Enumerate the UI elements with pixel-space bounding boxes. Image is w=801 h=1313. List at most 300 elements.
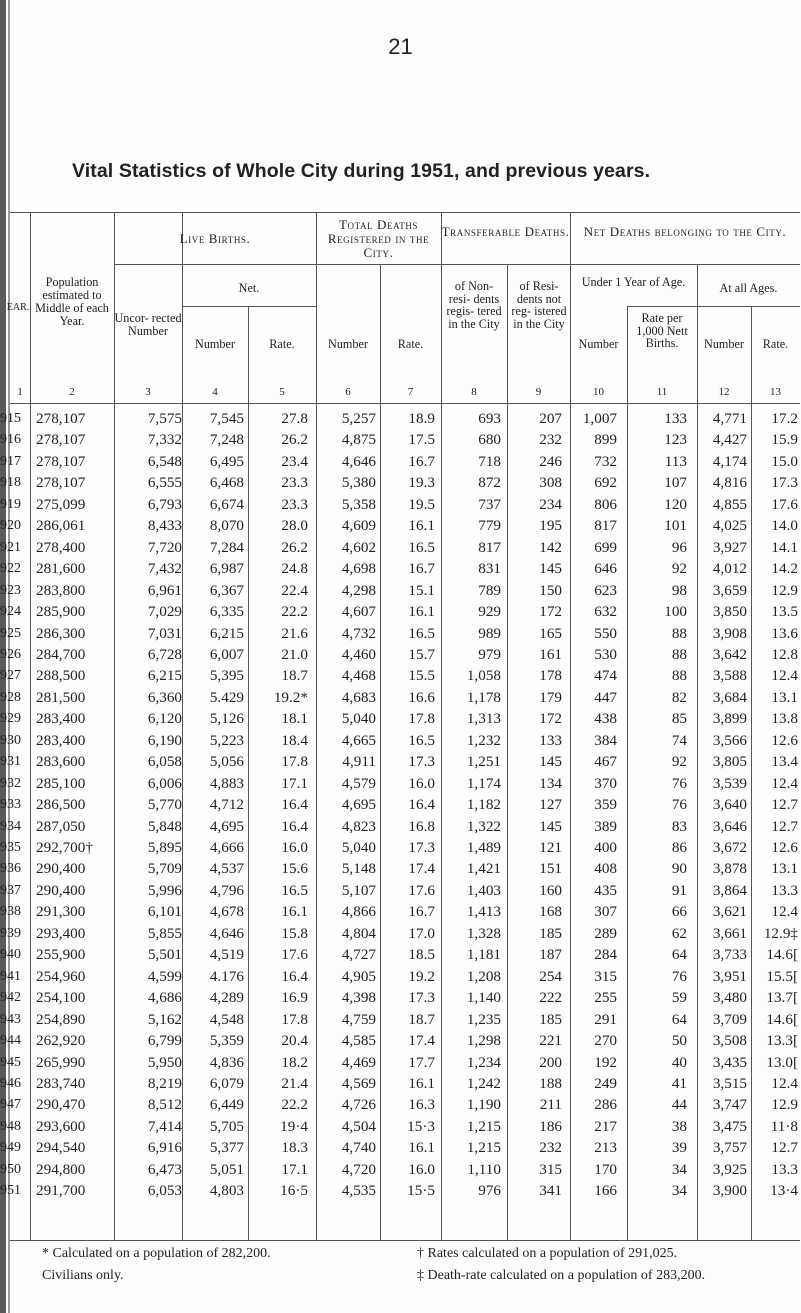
cell-net-births: 5,359 — [209, 1032, 244, 1050]
cell-infant-deaths: 550 — [594, 624, 617, 642]
cell-uncorrected-births: 5,770 — [147, 796, 182, 814]
header-residents: of Resi- dents not reg- istered in the City — [511, 279, 567, 331]
cell-infant-deaths: 255 — [594, 989, 617, 1007]
cell-year: 932 — [0, 775, 21, 791]
cell-year: 926 — [0, 646, 21, 662]
cell-non-resident-deaths: 1,313 — [466, 710, 501, 728]
cell-net-deaths: 4,816 — [712, 474, 747, 492]
cell-net-births: 7,248 — [209, 431, 244, 449]
cell-infant-mortality-rate: 50 — [671, 1032, 687, 1050]
cell-infant-deaths: 289 — [594, 924, 617, 942]
cell-year: 935 — [0, 840, 21, 855]
cell-resident-deaths: 185 — [539, 924, 562, 942]
cell-net-births: 5,705 — [209, 1117, 244, 1135]
cell-total-deaths: 4,602 — [341, 538, 376, 556]
cell-population: 278,107 — [36, 452, 86, 470]
cell-death-rate: 18.5 — [408, 946, 435, 964]
cell-birth-rate: 23.4 — [281, 452, 308, 470]
cell-resident-deaths: 234 — [539, 495, 562, 513]
cell-population: 294,800 — [36, 1160, 86, 1178]
header-all-rate: Rate. — [762, 337, 789, 351]
cell-infant-deaths: 806 — [594, 495, 617, 513]
cell-year: 915 — [0, 411, 21, 426]
cell-infant-mortality-rate: 40 — [671, 1053, 687, 1071]
cell-total-deaths: 4,579 — [341, 774, 376, 792]
cell-birth-rate: 26.2 — [281, 431, 308, 449]
cell-death-rate: 17.7 — [408, 1053, 435, 1071]
cell-resident-deaths: 127 — [539, 796, 562, 814]
cell-uncorrected-births: 7,029 — [147, 603, 182, 621]
cell-net-death-rate: 12.7 — [771, 817, 798, 835]
cell-infant-mortality-rate: 66 — [671, 903, 687, 921]
cell-total-deaths: 4,683 — [341, 688, 376, 706]
cell-net-death-rate: 17.6 — [771, 495, 798, 513]
cell-net-death-rate: 11·8 — [770, 1117, 798, 1135]
cell-resident-deaths: 207 — [539, 410, 562, 427]
cell-population: 285,100 — [36, 774, 86, 792]
cell-net-death-rate: 13.6 — [771, 624, 798, 642]
cell-total-deaths: 4,732 — [341, 624, 376, 642]
cell-uncorrected-births: 5,895 — [147, 839, 182, 856]
cell-net-births: 4,537 — [209, 860, 244, 878]
cell-death-rate: 16.1 — [408, 1139, 435, 1157]
cell-infant-deaths: 315 — [594, 967, 617, 985]
cell-uncorrected-births: 5,950 — [147, 1053, 182, 1071]
cell-net-death-rate: 15.0 — [771, 452, 798, 470]
table-top-rule — [10, 212, 800, 213]
cell-total-deaths: 4,905 — [341, 967, 376, 985]
header-transferable-deaths: Transferable Deaths. — [441, 224, 570, 239]
cell-infant-deaths: 166 — [594, 1182, 617, 1200]
cell-total-deaths: 4,740 — [341, 1139, 376, 1157]
header-uncorrected-number: Uncor- rected Number — [114, 311, 182, 338]
footnote-civilians: Civilians only. — [42, 1268, 124, 1283]
cell-net-deaths: 4,771 — [712, 410, 747, 427]
cell-total-deaths: 4,875 — [341, 431, 376, 449]
cell-death-rate: 17.6 — [408, 881, 435, 899]
cell-death-rate: 17.0 — [408, 924, 435, 942]
cell-net-death-rate: 13.8 — [771, 710, 798, 728]
header-infant-number: Number — [578, 337, 619, 351]
cell-resident-deaths: 172 — [539, 710, 562, 728]
cell-non-resident-deaths: 1,328 — [466, 924, 501, 942]
cell-resident-deaths: 232 — [539, 1139, 562, 1157]
cell-net-death-rate: 12.7 — [771, 1139, 798, 1157]
cell-resident-deaths: 179 — [539, 688, 562, 706]
cell-population: 283,400 — [36, 710, 86, 728]
cell-net-death-rate: 12.4 — [771, 903, 798, 921]
cell-non-resident-deaths: 976 — [478, 1182, 501, 1200]
column-number-7: 7 — [407, 386, 414, 398]
cell-birth-rate: 24.8 — [281, 560, 308, 578]
cell-infant-mortality-rate: 91 — [671, 881, 687, 899]
column-number-2: 2 — [69, 386, 75, 398]
vital-statistics-table — [0, 212, 800, 1242]
cell-infant-mortality-rate: 74 — [671, 731, 687, 749]
cell-net-deaths: 4,012 — [712, 560, 747, 578]
footnote-star: * Calculated on a population of 282,200. — [42, 1246, 271, 1261]
cell-uncorrected-births: 6,053 — [147, 1182, 182, 1200]
cell-total-deaths: 4,759 — [341, 1010, 376, 1028]
cell-death-rate: 15·3 — [407, 1117, 435, 1135]
cell-net-death-rate: 12.7 — [771, 796, 798, 814]
cell-net-births: 6,987 — [209, 560, 244, 578]
cell-infant-deaths: 249 — [594, 1074, 617, 1092]
cell-net-deaths: 3,515 — [712, 1074, 747, 1092]
cell-resident-deaths: 178 — [539, 667, 562, 685]
cell-population: 285,900 — [36, 603, 86, 621]
cell-year: 923 — [0, 582, 21, 598]
cell-population: 278,107 — [36, 431, 86, 449]
cell-total-deaths: 4,607 — [341, 603, 376, 621]
cell-total-deaths: 5,040 — [341, 710, 376, 728]
cell-total-deaths: 4,698 — [341, 560, 376, 578]
cell-net-death-rate: 15.9 — [771, 431, 798, 449]
cell-resident-deaths: 145 — [539, 753, 562, 771]
cell-death-rate: 15.7 — [408, 645, 435, 663]
cell-net-deaths: 3,925 — [712, 1160, 747, 1178]
cell-population: 283,740 — [36, 1074, 86, 1092]
cell-non-resident-deaths: 1,322 — [466, 817, 501, 835]
cell-uncorrected-births: 8,512 — [147, 1096, 182, 1114]
cell-total-deaths: 5,380 — [341, 474, 376, 492]
cell-non-resident-deaths: 831 — [478, 560, 501, 578]
cell-non-resident-deaths: 1,178 — [466, 688, 501, 706]
footnote-double-dagger: ‡ Death-rate calculated on a population of 283,200. — [417, 1268, 706, 1283]
cell-infant-deaths: 359 — [594, 796, 617, 814]
cell-net-births: 4.176 — [209, 967, 244, 985]
cell-infant-mortality-rate: 113 — [664, 452, 687, 470]
cell-uncorrected-births: 6,006 — [147, 774, 182, 792]
cell-net-deaths: 3,747 — [712, 1096, 747, 1114]
cell-infant-deaths: 213 — [594, 1139, 617, 1157]
cell-net-deaths: 3,900 — [712, 1182, 747, 1200]
cell-uncorrected-births: 5,855 — [147, 924, 182, 942]
cell-net-births: 4,712 — [209, 796, 244, 814]
cell-net-births: 4,883 — [209, 774, 244, 792]
cell-total-deaths: 5,257 — [341, 410, 376, 427]
cell-birth-rate: 16.9 — [281, 989, 308, 1007]
cell-net-deaths: 4,174 — [712, 452, 747, 470]
cell-infant-mortality-rate: 62 — [671, 924, 687, 942]
cell-total-deaths: 4,646 — [341, 452, 376, 470]
cell-non-resident-deaths: 1,413 — [466, 903, 501, 921]
cell-year: 946 — [0, 1075, 21, 1091]
cell-net-death-rate: 12.8 — [771, 645, 798, 663]
cell-infant-deaths: 370 — [594, 774, 617, 792]
cell-uncorrected-births: 8,433 — [147, 517, 182, 535]
cell-death-rate: 17.3 — [408, 989, 435, 1007]
cell-infant-mortality-rate: 76 — [671, 796, 687, 814]
cell-birth-rate: 17.8 — [281, 1010, 308, 1028]
cell-net-deaths: 3,642 — [712, 645, 747, 663]
cell-infant-mortality-rate: 98 — [671, 581, 687, 599]
cell-infant-mortality-rate: 92 — [671, 753, 687, 771]
cell-net-deaths: 4,855 — [712, 495, 747, 513]
cell-birth-rate: 18.1 — [281, 710, 308, 728]
cell-death-rate: 16.0 — [408, 1160, 435, 1178]
cell-net-deaths: 3,661 — [712, 924, 747, 942]
cell-uncorrected-births: 6,961 — [147, 581, 182, 599]
cell-net-death-rate: 13.3[ — [766, 1032, 798, 1050]
cell-population: 286,300 — [36, 624, 86, 642]
cell-resident-deaths: 145 — [539, 560, 562, 578]
cell-year: 922 — [0, 561, 21, 577]
cell-net-death-rate: 13.1 — [771, 860, 798, 878]
cell-population: 290,400 — [36, 860, 86, 878]
cell-year: 928 — [0, 689, 21, 705]
cell-infant-mortality-rate: 120 — [664, 495, 687, 513]
cell-non-resident-deaths: 1,110 — [467, 1160, 501, 1178]
cell-population: 278,107 — [36, 410, 86, 427]
cell-resident-deaths: 188 — [539, 1074, 562, 1092]
age-subheader-rule — [627, 306, 800, 307]
cell-resident-deaths: 222 — [539, 989, 562, 1007]
cell-death-rate: 17.3 — [408, 753, 435, 771]
cell-resident-deaths: 195 — [539, 517, 562, 535]
cell-net-deaths: 3,435 — [712, 1053, 747, 1071]
cell-net-death-rate: 12.4 — [771, 774, 798, 792]
cell-net-death-rate: 14.6[ — [766, 946, 798, 964]
cell-non-resident-deaths: 1,298 — [466, 1032, 501, 1050]
cell-net-deaths: 3,684 — [712, 688, 747, 706]
cell-total-deaths: 4,609 — [341, 517, 376, 535]
cell-non-resident-deaths: 1,208 — [466, 967, 501, 985]
cell-year: 927 — [0, 668, 21, 684]
cell-net-births: 4,646 — [209, 924, 244, 942]
cell-net-death-rate: 13.4 — [771, 753, 798, 771]
cell-infant-deaths: 192 — [594, 1053, 617, 1071]
cell-net-deaths: 4,427 — [712, 431, 747, 449]
cell-total-deaths: 4,866 — [341, 903, 376, 921]
cell-infant-mortality-rate: 107 — [664, 474, 687, 492]
cell-net-births: 4,695 — [209, 817, 244, 835]
cell-resident-deaths: 133 — [539, 731, 562, 749]
cell-death-rate: 16.7 — [408, 452, 435, 470]
cell-death-rate: 16.5 — [408, 624, 435, 642]
cell-non-resident-deaths: 1,234 — [466, 1053, 501, 1071]
cell-birth-rate: 22.2 — [281, 603, 308, 621]
cell-birth-rate: 15.6 — [281, 860, 308, 878]
cell-resident-deaths: 134 — [539, 774, 562, 792]
cell-birth-rate: 28.0 — [281, 517, 308, 535]
cell-population: 288,500 — [36, 667, 86, 685]
cell-birth-rate: 16·5 — [280, 1182, 308, 1200]
cell-year: 918 — [0, 475, 21, 491]
cell-year: 930 — [0, 732, 21, 748]
cell-infant-mortality-rate: 92 — [671, 560, 687, 578]
cell-uncorrected-births: 5,709 — [147, 860, 182, 878]
cell-year: 943 — [0, 1011, 21, 1027]
cell-birth-rate: 16.4 — [281, 967, 308, 985]
cell-net-deaths: 3,588 — [712, 667, 747, 685]
cell-net-death-rate: 14.2 — [771, 560, 798, 578]
cell-infant-deaths: 699 — [594, 538, 617, 556]
cell-net-births: 5,051 — [209, 1160, 244, 1178]
cell-total-deaths: 5,358 — [341, 495, 376, 513]
cell-net-deaths: 3,951 — [712, 967, 747, 985]
cell-infant-deaths: 284 — [594, 946, 617, 964]
cell-uncorrected-births: 6,360 — [147, 688, 182, 706]
cell-uncorrected-births: 4,599 — [147, 967, 182, 985]
cell-infant-mortality-rate: 38 — [671, 1117, 687, 1135]
cell-death-rate: 18.9 — [408, 410, 435, 427]
cell-death-rate: 16.4 — [408, 796, 435, 814]
cell-net-deaths: 3,709 — [712, 1010, 747, 1028]
page-number: 21 — [388, 34, 413, 59]
cell-population: 262,920 — [36, 1032, 86, 1050]
cell-total-deaths: 4,468 — [341, 667, 376, 685]
cell-population: 254,100 — [36, 989, 86, 1007]
cell-resident-deaths: 341 — [539, 1182, 562, 1200]
cell-population: 278,400 — [36, 538, 86, 556]
cell-death-rate: 16.1 — [408, 1074, 435, 1092]
cell-population: 283,600 — [36, 753, 86, 771]
cell-population: 291,300 — [36, 903, 86, 921]
cell-non-resident-deaths: 789 — [478, 581, 501, 599]
cell-infant-mortality-rate: 96 — [671, 538, 687, 556]
cell-resident-deaths: 186 — [539, 1117, 562, 1135]
cell-infant-mortality-rate: 59 — [671, 989, 687, 1007]
cell-population: 286,061 — [36, 517, 86, 535]
cell-net-death-rate: 13.7[ — [766, 989, 798, 1007]
cell-resident-deaths: 232 — [539, 431, 562, 449]
cell-non-resident-deaths: 1,235 — [466, 1010, 501, 1028]
cell-infant-mortality-rate: 34 — [671, 1182, 687, 1200]
cell-resident-deaths: 165 — [539, 624, 562, 642]
cell-death-rate: 16.6 — [408, 688, 435, 706]
cell-population: 254,890 — [36, 1010, 86, 1028]
cell-year: 945 — [0, 1054, 21, 1070]
cell-infant-mortality-rate: 101 — [664, 517, 687, 535]
cell-infant-deaths: 467 — [594, 753, 617, 771]
cell-resident-deaths: 185 — [539, 1010, 562, 1028]
cell-death-rate: 19.2 — [408, 967, 435, 985]
cell-infant-deaths: 400 — [594, 839, 617, 856]
cell-year: 921 — [0, 539, 21, 555]
cell-net-deaths: 3,733 — [712, 946, 747, 964]
column-number-13: 13 — [770, 386, 781, 398]
cell-birth-rate: 18.3 — [281, 1139, 308, 1157]
cell-infant-deaths: 389 — [594, 817, 617, 835]
cell-infant-mortality-rate: 44 — [671, 1096, 687, 1114]
cell-total-deaths: 4,911 — [342, 753, 376, 771]
cell-infant-deaths: 291 — [594, 1010, 617, 1028]
cell-year: 931 — [0, 754, 21, 770]
cell-total-deaths: 4,460 — [341, 645, 376, 663]
cell-infant-mortality-rate: 76 — [671, 774, 687, 792]
cell-total-deaths: 4,504 — [341, 1117, 376, 1135]
cell-year: 940 — [0, 947, 21, 963]
cell-population: 254,960 — [36, 967, 86, 985]
cell-resident-deaths: 200 — [539, 1053, 562, 1071]
cell-infant-mortality-rate: 123 — [664, 431, 687, 449]
cell-birth-rate: 16.0 — [281, 839, 308, 856]
cell-net-death-rate: 17.2 — [771, 410, 798, 427]
cell-non-resident-deaths: 1,489 — [466, 839, 501, 856]
cell-year: 920 — [0, 518, 21, 534]
cell-net-births: 4,803 — [209, 1182, 244, 1200]
cell-net-deaths: 3,566 — [712, 731, 747, 749]
cell-infant-deaths: 899 — [594, 431, 617, 449]
cell-net-deaths: 3,757 — [712, 1139, 747, 1157]
cell-net-death-rate: 14.1 — [771, 538, 798, 556]
cell-birth-rate: 21.4 — [281, 1074, 308, 1092]
cell-non-resident-deaths: 680 — [478, 431, 501, 449]
cell-infant-mortality-rate: 83 — [671, 817, 687, 835]
cell-net-deaths: 3,672 — [712, 839, 747, 856]
cell-non-resident-deaths: 737 — [478, 495, 501, 513]
cell-death-rate: 16.3 — [408, 1096, 435, 1114]
cell-infant-deaths: 447 — [594, 688, 617, 706]
header-all-number: Number — [704, 337, 744, 351]
cell-year: 934 — [0, 818, 21, 834]
cell-net-births: 6,007 — [209, 645, 244, 663]
cell-year: 925 — [0, 625, 21, 641]
cell-population: 292,700† — [36, 839, 93, 856]
cell-year: 951 — [0, 1183, 21, 1199]
cell-population: 284,700 — [36, 645, 86, 663]
cell-birth-rate: 27.8 — [281, 410, 308, 427]
cell-net-deaths: 3,850 — [712, 603, 747, 621]
cell-non-resident-deaths: 1,182 — [466, 796, 501, 814]
cell-population: 265,990 — [36, 1053, 86, 1071]
header-under-1-year: Under 1 Year of Age. — [581, 275, 686, 289]
cell-uncorrected-births: 6,058 — [147, 753, 182, 771]
cell-infant-deaths: 530 — [594, 645, 617, 663]
cell-resident-deaths: 211 — [539, 1096, 562, 1114]
cell-resident-deaths: 151 — [539, 860, 562, 878]
cell-death-rate: 16.0 — [408, 774, 435, 792]
col-rule-1 — [30, 212, 31, 1241]
cell-death-rate: 16.1 — [408, 603, 435, 621]
cell-birth-rate: 21.0 — [281, 645, 308, 663]
cell-uncorrected-births: 6,473 — [147, 1160, 182, 1178]
cell-net-death-rate: 12.4 — [771, 667, 798, 685]
cell-net-death-rate: 14.6[ — [766, 1010, 798, 1028]
cell-net-death-rate: 13.3 — [771, 881, 798, 899]
cell-non-resident-deaths: 1,174 — [466, 774, 501, 792]
cell-population: 283,400 — [36, 731, 86, 749]
cell-year: 944 — [0, 1033, 21, 1049]
header-net-deaths: Net Deaths belonging to the City. — [583, 224, 787, 239]
cell-birth-rate: 16.5 — [281, 881, 308, 899]
header-non-residents: of Non- resi- dents regis- tered in the City — [446, 279, 502, 331]
cell-infant-deaths: 286 — [594, 1096, 617, 1114]
cell-resident-deaths: 221 — [539, 1032, 562, 1050]
cell-uncorrected-births: 6,548 — [147, 452, 182, 470]
cell-year: 936 — [0, 861, 21, 877]
cell-birth-rate: 21.6 — [281, 624, 308, 642]
cell-death-rate: 17.3 — [408, 839, 435, 856]
cell-non-resident-deaths: 1,140 — [466, 989, 501, 1007]
cell-year: 942 — [0, 990, 21, 1006]
cell-population: 281,600 — [36, 560, 86, 578]
cell-uncorrected-births: 6,799 — [147, 1032, 182, 1050]
column-number-8: 8 — [471, 386, 477, 398]
cell-net-deaths: 3,539 — [712, 774, 747, 792]
cell-non-resident-deaths: 1,403 — [466, 881, 501, 899]
cell-birth-rate: 19·4 — [280, 1117, 308, 1135]
cell-death-rate: 15.5 — [408, 667, 435, 685]
cell-resident-deaths: 161 — [539, 645, 562, 663]
footnote-dagger: † Rates calculated on a population of 291,025. — [417, 1246, 678, 1261]
cell-net-births: 4,836 — [209, 1053, 244, 1071]
cell-non-resident-deaths: 817 — [478, 538, 501, 556]
cell-net-births: 6,674 — [209, 495, 244, 513]
cell-infant-deaths: 438 — [594, 710, 617, 728]
cell-non-resident-deaths: 1,251 — [466, 753, 501, 771]
